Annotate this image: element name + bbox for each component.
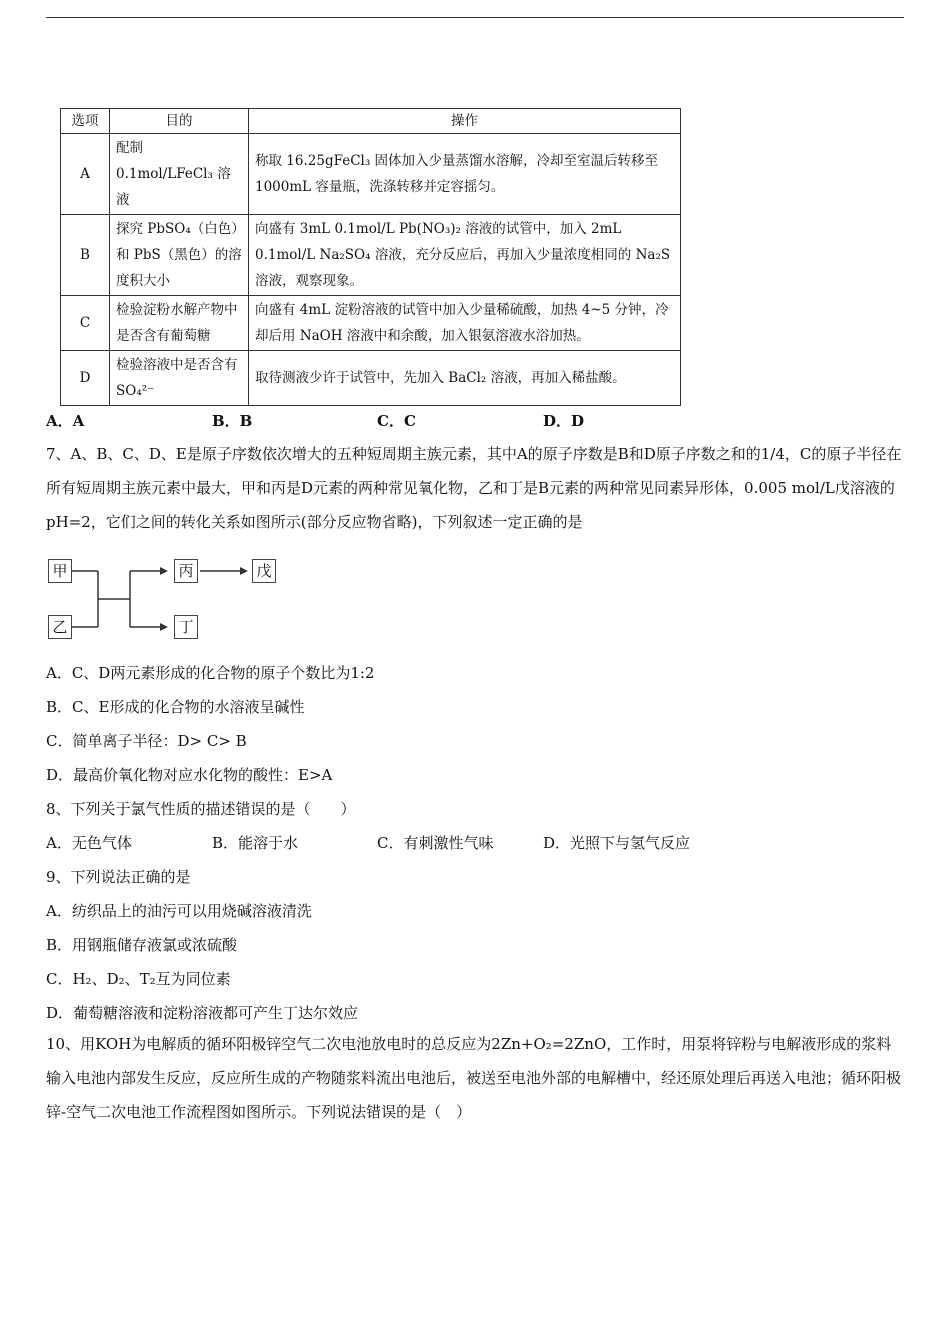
row-purpose: 配制 0.1mol/LFeCl₃ 溶液 xyxy=(110,134,249,215)
row-option: A xyxy=(61,134,110,215)
row-option: B xyxy=(61,215,110,296)
header-purpose: 目的 xyxy=(110,109,249,134)
node-jia: 甲 xyxy=(48,559,72,583)
q7-choice-a[interactable]: A．C、D两元素形成的化合物的原子个数比为1:2 xyxy=(46,664,375,682)
q8-choice-a[interactable]: A．无色气体 xyxy=(46,834,132,852)
q8-choice-b[interactable]: B．能溶于水 xyxy=(212,834,299,852)
node-yi: 乙 xyxy=(48,615,72,639)
node-bing: 丙 xyxy=(174,559,198,583)
q9-choice-b[interactable]: B．用钢瓶储存液氯或浓硫酸 xyxy=(46,936,238,954)
row-purpose: 探究 PbSO₄（白色）和 PbS（黑色）的溶度积大小 xyxy=(110,215,249,296)
q9-choice-c[interactable]: C．H₂、D₂、T₂互为同位素 xyxy=(46,970,231,988)
header-operation: 操作 xyxy=(249,109,681,134)
row-purpose: 检验溶液中是否含有 SO₄²⁻ xyxy=(110,351,249,406)
q8-choice-d[interactable]: D．光照下与氢气反应 xyxy=(543,834,691,852)
row-option: D xyxy=(61,351,110,406)
q8-choice-c[interactable]: C．有刺激性气味 xyxy=(377,834,494,852)
q6-choice-c[interactable]: C．C xyxy=(377,412,416,430)
row-operation: 向盛有 4mL 淀粉溶液的试管中加入少量稀硫酸，加热 4~5 分钟，冷却后用 NaOH 溶液中和余酸，加入银氨溶液水浴加热。 xyxy=(249,296,681,351)
q7-stem: 7、A、B、C、D、E是原子序数依次增大的五种短周期主族元素，其中A的原子序数是B和D原子序数之和的1/4，C的原子半径在所有短周期主族元素中最大，甲和丙是D元素的两种常见氧化物，乙和丁是B元素的两种常见同素异形体，0.005 mol/L戊溶液的pH=2，它们之间的转化关系如图所示(部分反应物省略)，下列叙述一定正确的是 xyxy=(46,445,902,531)
row-purpose: 检验淀粉水解产物中是否含有葡萄糖 xyxy=(110,296,249,351)
node-ding: 丁 xyxy=(174,615,198,639)
header-option: 选项 xyxy=(61,109,110,134)
q9-stem: 9、下列说法正确的是 xyxy=(46,868,191,886)
q8-stem: 8、下列关于氯气性质的描述错误的是（ ） xyxy=(46,800,356,818)
row-operation: 称取 16.25gFeCl₃ 固体加入少量蒸馏水溶解，冷却至室温后转移至 1000mL 容量瓶，洗涤转移并定容摇匀。 xyxy=(249,134,681,215)
q9-choice-a[interactable]: A．纺织品上的油污可以用烧碱溶液清洗 xyxy=(46,902,312,920)
row-operation: 取待测液少许于试管中，先加入 BaCl₂ 溶液，再加入稀盐酸。 xyxy=(249,351,681,406)
q9-choice-d[interactable]: D．葡萄糖溶液和淀粉溶液都可产生丁达尔效应 xyxy=(46,1004,359,1022)
q10-stem: 10、用KOH为电解质的循环阳极锌空气二次电池放电时的总反应为2Zn+O₂=2ZnO，工作时，用泵将锌粉与电解液形成的浆料输入电池内部发生反应，反应所生成的产物随浆料流出电池后，被送至电池外部的电解槽中，经还原处理后再送入电池；循环阳极锌-空气二次电池工作流程图如图所示。下列说法错误的是（ ） xyxy=(46,1035,902,1121)
node-wu: 戊 xyxy=(252,559,276,583)
q6-choice-d[interactable]: D．D xyxy=(543,412,585,430)
q7-choice-b[interactable]: B．C、E形成的化合物的水溶液呈碱性 xyxy=(46,698,305,716)
q6-choice-a[interactable]: A．A xyxy=(46,412,85,430)
row-option: C xyxy=(61,296,110,351)
q6-choice-b[interactable]: B．B xyxy=(212,412,253,430)
q7-choice-d[interactable]: D．最高价氧化物对应水化物的酸性：E>A xyxy=(46,766,333,784)
diagram-connectors xyxy=(0,0,300,650)
q7-choice-c[interactable]: C．简单离子半径：D> C> B xyxy=(46,732,247,750)
row-operation: 向盛有 3mL 0.1mol/L Pb(NO₃)₂ 溶液的试管中，加入 2mL 0.1mol/L Na₂SO₄ 溶液，充分反应后，再加入少量浓度相同的 Na₂S 溶液，观察现象。 xyxy=(249,215,681,296)
